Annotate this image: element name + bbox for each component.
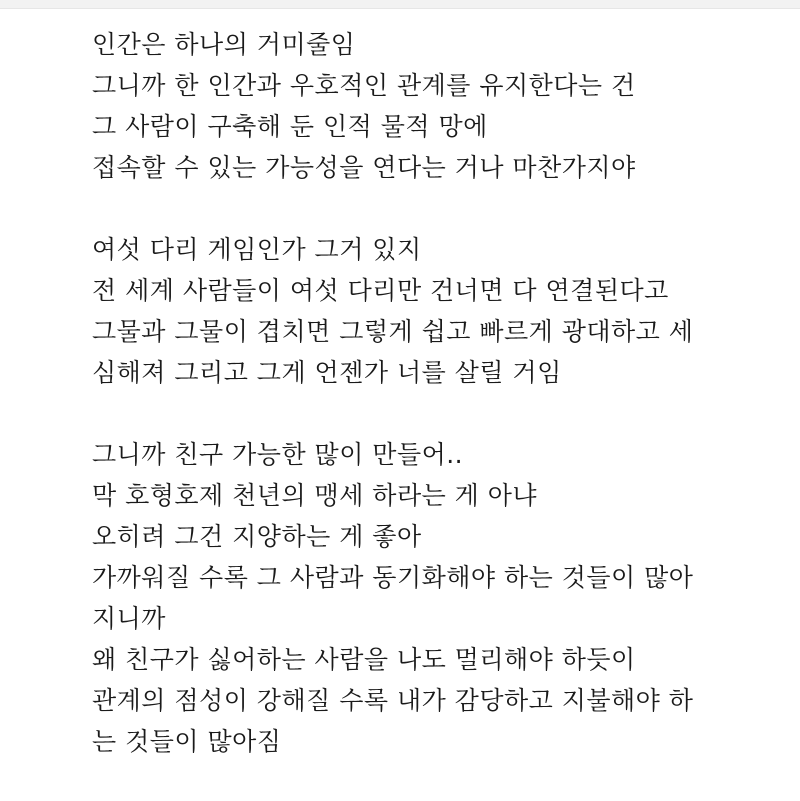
paragraph-1 <box>92 24 792 188</box>
text-line: 왜 친구가 싫어하는 사람을 나도 멀리해야 하듯이 <box>92 645 636 674</box>
top-border <box>0 0 800 9</box>
text-line: 심해져 그리고 그게 언젠가 너를 살릴 거임 <box>92 358 562 387</box>
text-line: 오히려 그건 지양하는 게 좋아 <box>92 522 422 551</box>
paragraph-gap <box>92 188 792 229</box>
text-line: 여섯 다리 게임인가 그거 있지 <box>92 235 422 264</box>
text-body <box>92 24 792 762</box>
text-line: 막 호형호제 천년의 맹세 하라는 게 아냐 <box>92 481 538 510</box>
text-line: 그니까 한 인간과 우호적인 관계를 유지한다는 건 <box>92 71 636 100</box>
text-line: 그물과 그물이 겹치면 그렇게 쉽고 빠르게 광대하고 세 <box>92 317 694 346</box>
text-line: 전 세계 사람들이 여섯 다리만 건너면 다 연결된다고 <box>92 276 669 305</box>
paragraph-2 <box>92 229 792 393</box>
text-line: 지니까 <box>92 604 166 633</box>
paragraph-3 <box>92 434 792 762</box>
text-line: 그니까 친구 가능한 많이 만들어.. <box>92 440 464 469</box>
text-line: 접속할 수 있는 가능성을 연다는 거나 마찬가지야 <box>92 153 636 182</box>
text-line: 인간은 하나의 거미줄임 <box>92 30 356 59</box>
text-line: 관계의 점성이 강해질 수록 내가 감당하고 지불해야 하 <box>92 686 694 715</box>
text-line: 가까워질 수록 그 사람과 동기화해야 하는 것들이 많아 <box>92 563 694 592</box>
paragraph-gap <box>92 393 792 434</box>
text-line: 는 것들이 많아짐 <box>92 727 282 756</box>
text-line: 그 사람이 구축해 둔 인적 물적 망에 <box>92 112 488 141</box>
